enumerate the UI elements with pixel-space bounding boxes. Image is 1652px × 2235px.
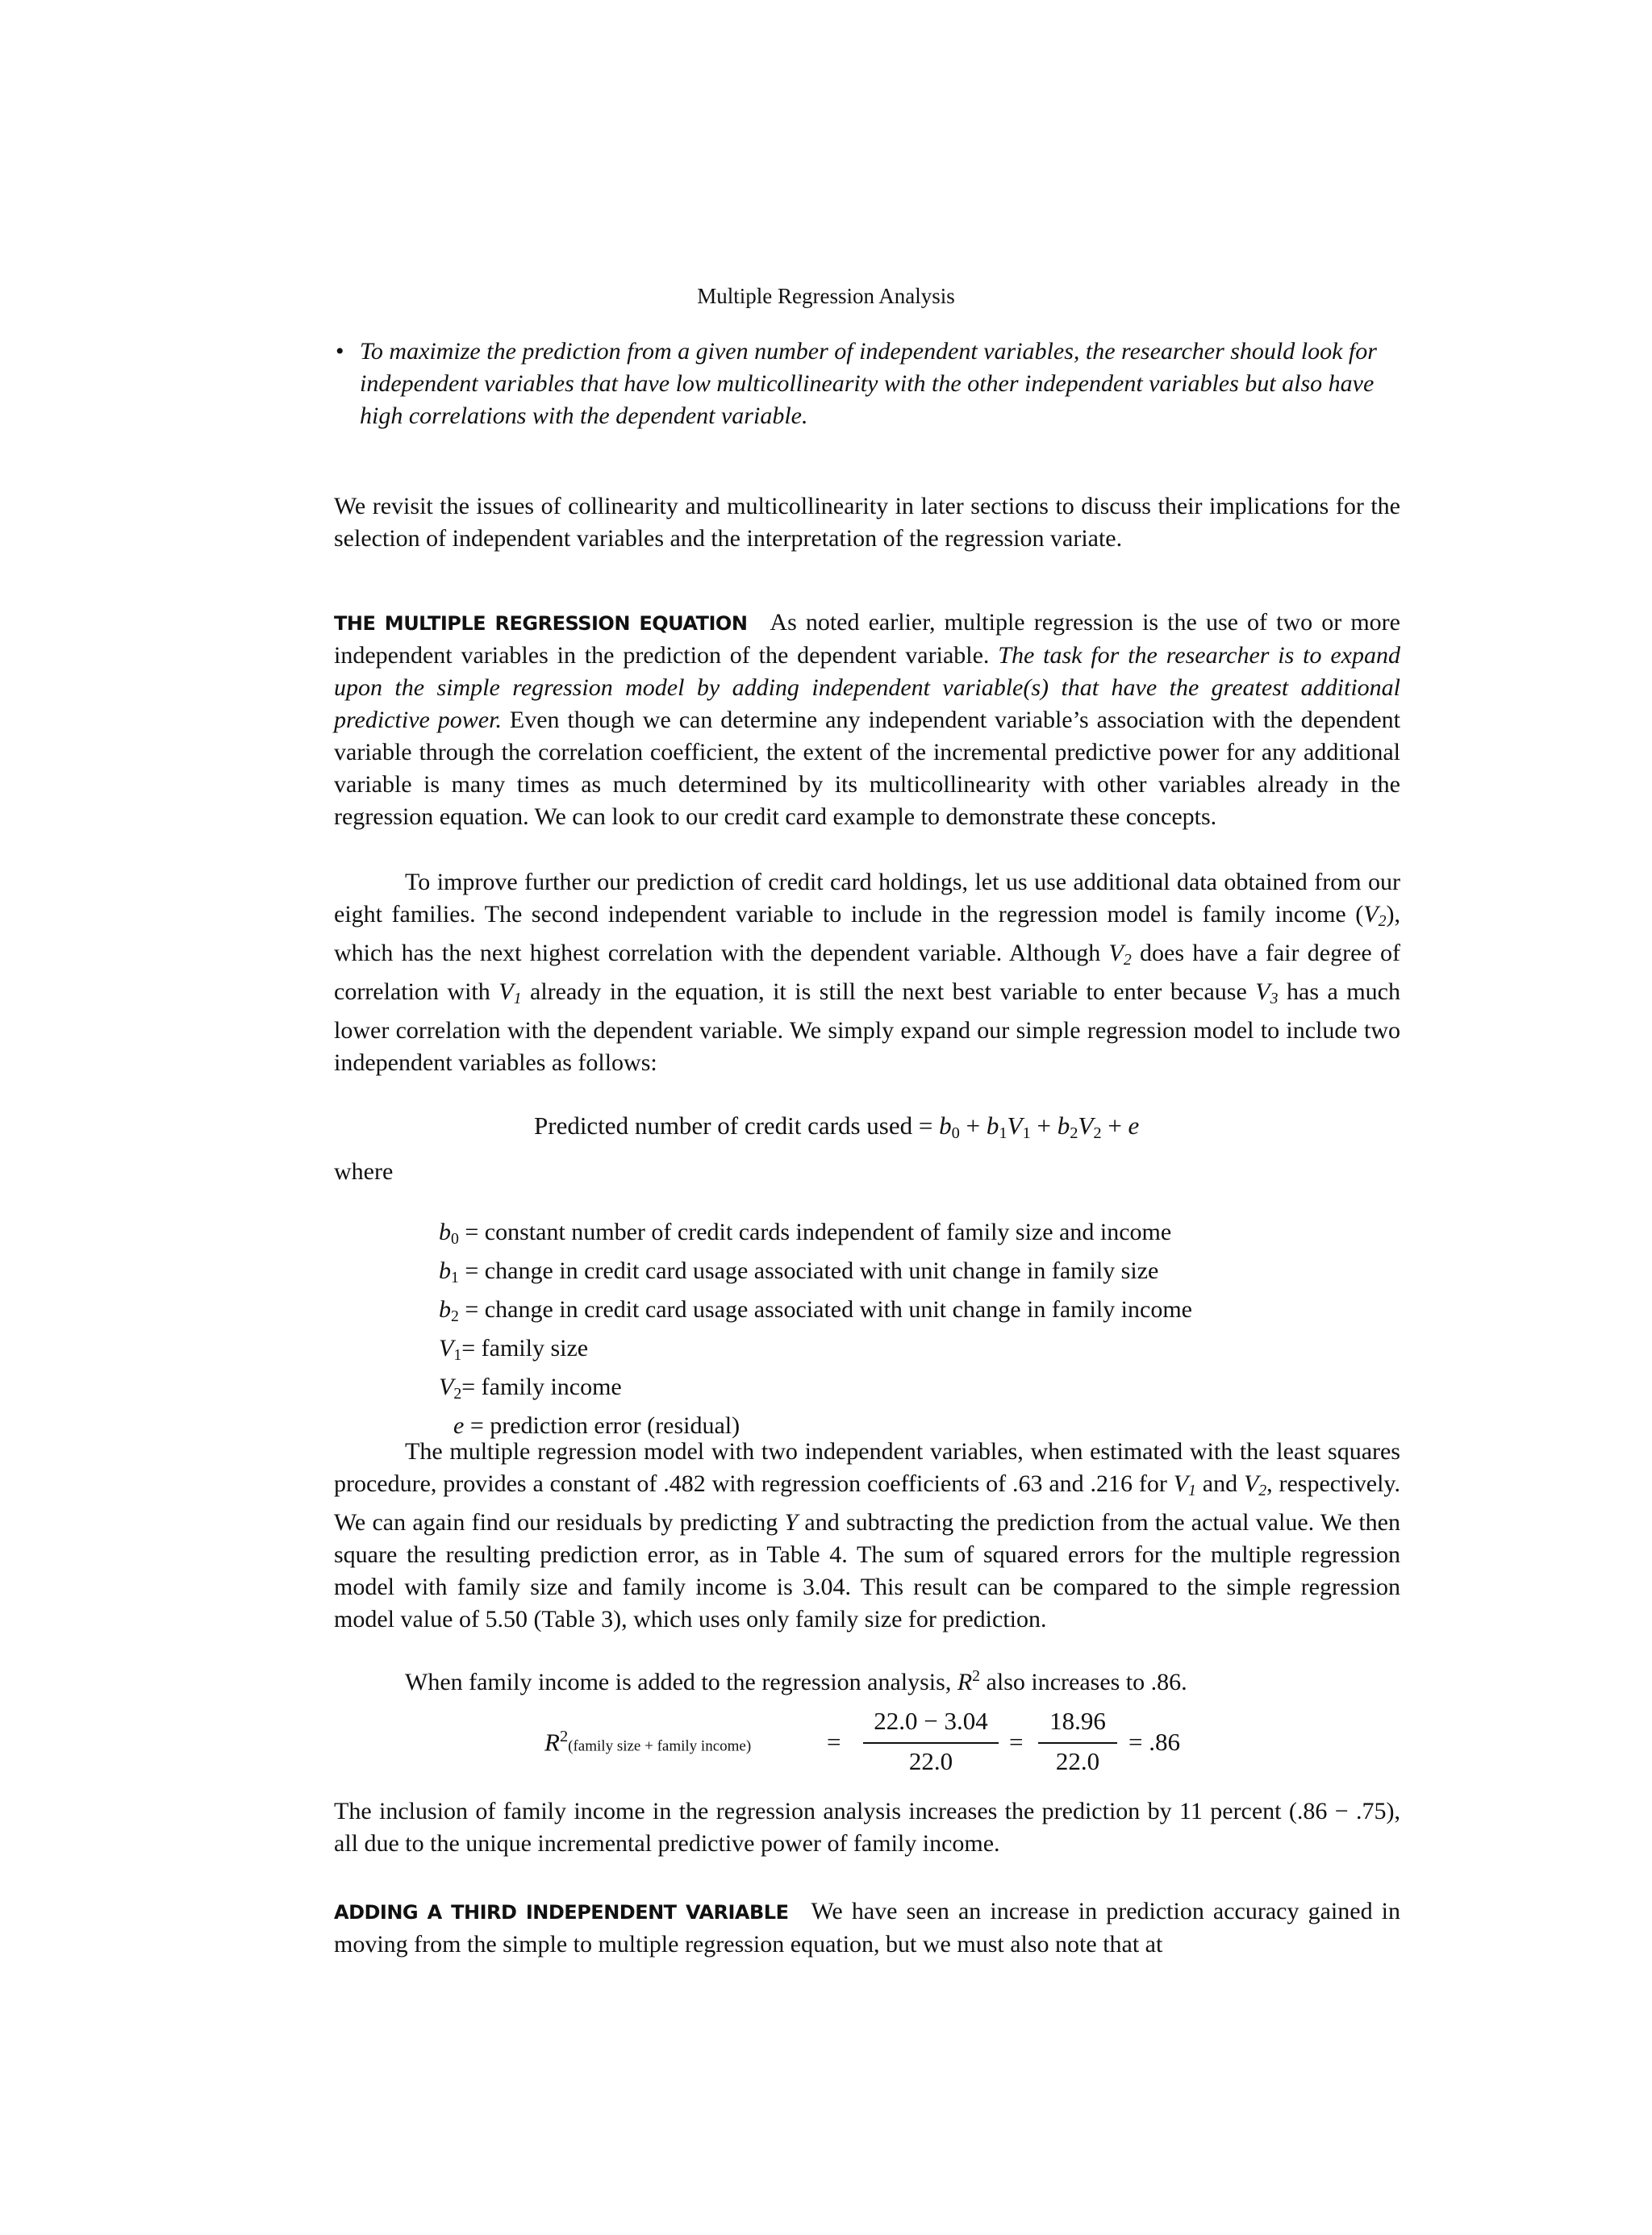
section-multiple-regression-equation <box>334 607 1400 833</box>
definition-b0: $b_0$ = constant number of credit cards independent of family size and income <box>439 1219 1172 1248</box>
definition-v2: $V_2=$ family income <box>439 1373 622 1403</box>
section-italic-text: The task for the researcher is to expand upon the simple regression model by adding independent variable(s) that have the greatest additional predictive power. <box>334 642 1400 733</box>
section-text: We have seen an increase in prediction accuracy gained in moving from the simple to multiple regression equation, but we must also note that at <box>334 1898 1401 1958</box>
section-text: As noted earlier, multiple regression is the use of two or more independent variables in the prediction of the dependent variable. <box>334 609 1400 669</box>
section-text-cont: Even though we can determine any independent variable’s association with the dependent variable through the correlation coefficient, the extent of the incremental predictive power for any additional variable is many times as much determined by its multicollinearity with other variables already in the regression equation. We can look to our credit card example to demonstrate these concepts. <box>334 707 1400 830</box>
intro-paragraph: We revisit the issues of collinearity and multicollinearity in later sections to discuss their implications for the selection of independent variables and the interpretation of the regression variate. <box>334 493 1400 552</box>
page: Multiple Regression Analysis • To maximize the prediction from a given number of independent variables, the researcher should look for independent variables that have low multicollinearity with the other independent variables but also have high correlations with the dependent variable. We revisit the issues of collinearity and multicollinearity in later sections to discuss their implications for the selection of independent variables and the interpretation of the regression variate. THE MULTIPLE REGRESSION EQUATION As noted earlier, multiple regression is the use of two or more independent variables in the prediction of the dependent variable. The task for the researcher is to expand upon the simple regression model by adding independent variable(s) that have the greatest additional predictive power. Even though we can determine any independent variable’s association with the dependent variable through the correlation coefficient, the extent of the incremental predictive power for any additional variable is many times as much determined by its multicollinearity with other variables already in the regression equation. We can look to our credit card example to demonstrate these concepts. To improve further our prediction of credit card holdings, let us use additional data obtained from our eight families. The second independent variable to include in the regression model is family income $(V_2)$, which has the next highest correlation with the dependent variable. Although $V_2$ does have a fair degree of correlation with $V_1$ already in the equation, it is still the next best variable to enter because $V_3$ has a much lower correlation with the dependent variable. We simply expand our simple regression model to include two independent variables as follows: Predicted number of credit cards used = $b_0 + b_1V_1 + b_2V_2 + e$ where $b_0$ = constant number of credit cards independent of family size and income $b_1$ = change in credit card usage associated with unit change in family size $b_2$ = change in credit card usage associated with unit change in family income $V_1=$ family size $V_2=$ family income e = prediction error (residual) The multiple regression model with two independent variables, when estimated with the least squares procedure, provides a constant of .482 with regression coefficients of .63 and .216 for $V_1$ and $V_2$, respectively. We can again find our residuals by predicting Y and subtracting the prediction from the actual value. We then square the resulting prediction error, as in Table 4. The sum of squared errors for the multiple regression model with family size and family income is 3.04. This result can be compared to the simple regression model value of 5.50 (Table 3), which uses only family size for prediction. When family income is added to the regression analysis, $R^2$ also increases to .86. $R^2(family$ size + family income) = 22.0 − 3.04 22.0 = 18.96 22.0 = .86 The inclusion of family income in the regression analysis increases the prediction by 11 percent (.86 − .75), all due to the unique incremental predictive power of family income. ADDING A THIRD INDEPENDENT VARIABLE We have seen an increase in prediction accuracy gained in moving from the simple to multiple regression equation, but we must also note that at <box>0 0 1652 2235</box>
equation-lhs: Predicted number of credit cards used <box>534 1111 913 1140</box>
bullet-text: To maximize the prediction from a given number of independent variables, the researcher should look for independent variables that have low multicollinearity with the other independent variables but also have high correlations with the dependent variable. <box>360 338 1377 429</box>
bullet-icon: • <box>336 338 344 365</box>
definitions-list <box>439 1216 1192 1442</box>
fraction-1-denominator: 22.0 <box>908 1747 953 1775</box>
fraction-2-bar <box>1038 1742 1117 1744</box>
section-heading: ADDING A THIRD INDEPENDENT VARIABLE <box>334 1901 789 1924</box>
r2-symbol: $R^2(family$ size + family income) <box>544 1728 752 1757</box>
definition-b1: $b_1$ = change in credit card usage associated with unit change in family size <box>439 1257 1159 1286</box>
r2-paragraph: When family income is added to the regression analysis, $R^2$ also increases to .86. <box>405 1667 1187 1695</box>
fraction-1-numerator: 22.0 − 3.04 <box>874 1707 988 1735</box>
definition-e: e = prediction error (residual) <box>453 1411 740 1439</box>
fraction-2-numerator: 18.96 <box>1049 1707 1106 1735</box>
formula-result: = .86 <box>1128 1728 1180 1756</box>
model-paragraph: The multiple regression model with two independent variables, when estimated with the least squares procedure, provides a constant of .482 with regression coefficients of .63 and .216 for $V_1$ and $V_2$, respectively. We can again find our residuals by predicting Y and subtracting the prediction from the actual value. We then square the resulting prediction error, as in Table 4. The sum of squared errors for the multiple regression model with family size and family income is 3.04. This result can be compared to the simple regression model value of 5.50 (Table 3), which uses only family size for prediction. <box>334 1438 1400 1632</box>
running-header: Multiple Regression Analysis <box>697 284 955 308</box>
definition-v1: $V_1=$ family size <box>439 1334 589 1364</box>
regression-equation: Predicted number of credit cards used = $b_0 + b_1V_1 + b_2V_2 + e$ <box>534 1111 1140 1143</box>
section-third-variable <box>334 1895 1400 1961</box>
fraction-2-denominator: 22.0 <box>1055 1747 1100 1775</box>
improve-paragraph: To improve further our prediction of credit card holdings, let us use additional data obtained from our eight families. The second independent variable to include in the regression model is family income $(V_2)$, which has the next highest correlation with the dependent variable. Although $V_2$ does have a fair degree of correlation with $V_1$ already in the equation, it is still the next best variable to enter because $V_3$ has a much lower correlation with the dependent variable. We simply expand our simple regression model to include two independent variables as follows: <box>334 869 1400 1076</box>
inclusion-paragraph: The inclusion of family income in the regression analysis increases the prediction by 11 percent (.86 − .75), all due to the unique incremental predictive power of family income. <box>334 1798 1400 1857</box>
section-heading: THE MULTIPLE REGRESSION EQUATION <box>334 612 748 635</box>
fraction-1-bar <box>863 1742 999 1744</box>
bullet-point <box>336 336 1400 432</box>
definition-b2: $b_2$ = change in credit card usage associated with unit change in family income <box>439 1295 1192 1325</box>
where-label: where <box>334 1158 394 1185</box>
